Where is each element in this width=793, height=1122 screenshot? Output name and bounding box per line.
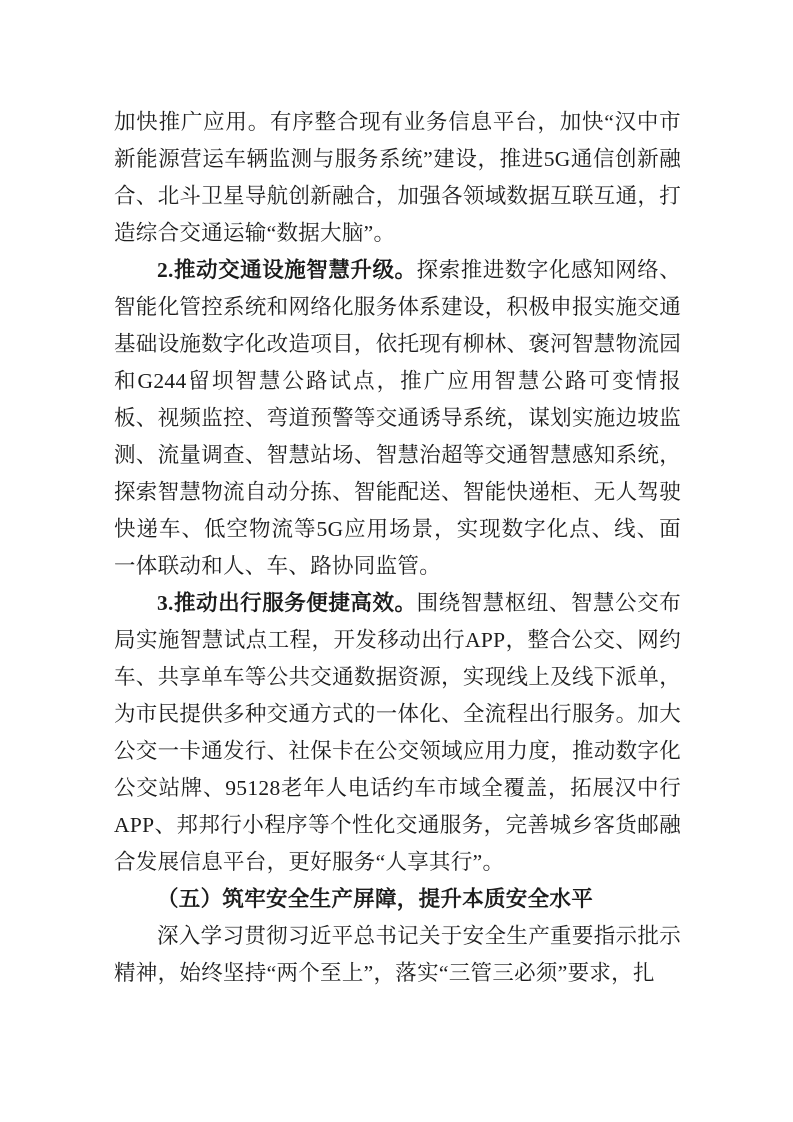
paragraph-item-3 [114,585,681,881]
paragraph-item-2 [114,252,681,585]
section-heading [114,881,681,918]
section-heading-text: （五）筑牢安全生产屏障，提升本质安全水平 [157,887,594,911]
paragraph-text: 加快推广应用。有序整合现有业务信息平台，加快“汉中市新能源营运车辆监测与服务系统”建设，推进5G通信创新融合、北斗卫星导航创新融合，加强各领域数据互联互通，打造综合交通运输“数据大脑”。 [114,110,681,245]
paragraph-continued [114,104,681,252]
paragraph-text: 探索推进数字化感知网络、智能化管控系统和网络化服务体系建设，积极申报实施交通基础设施数字化改造项目，依托现有柳林、褒河智慧物流园和G244留坝智慧公路试点，推广应用智慧公路可变情报板、视频监控、弯道预警等交通诱导系统，谋划实施边坡监测、流量调查、智慧站场、智慧治超等交通智慧感知系统，探索智慧物流自动分拣、智能配送、智能快递柜、无人驾驶快递车、低空物流等5G应用场景，实现数字化点、线、面一体联动和人、车、路协同监管。 [114,258,681,578]
paragraph-body [114,918,681,992]
paragraph-text: 深入学习贯彻习近平总书记关于安全生产重要指示批示精神，始终坚持“两个至上”，落实“三管三必须”要求，扎 [114,924,681,985]
paragraph-bold-lead: 3.推动出行服务便捷高效。 [157,591,417,615]
paragraph-bold-lead: 2.推动交通设施智慧升级。 [157,258,417,282]
paragraph-text: 围绕智慧枢纽、智慧公交布局实施智慧试点工程，开发移动出行APP，整合公交、网约车、共享单车等公共交通数据资源，实现线上及线下派单，为市民提供多种交通方式的一体化、全流程出行服务。加大公交一卡通发行、社保卡在公交领域应用力度，推动数字化公交站牌、95128老年人电话约车市域全覆盖，拓展汉中行APP、邦邦行小程序等个性化交通服务，完善城乡客货邮融合发展信息平台，更好服务“人享其行”。 [114,591,681,874]
